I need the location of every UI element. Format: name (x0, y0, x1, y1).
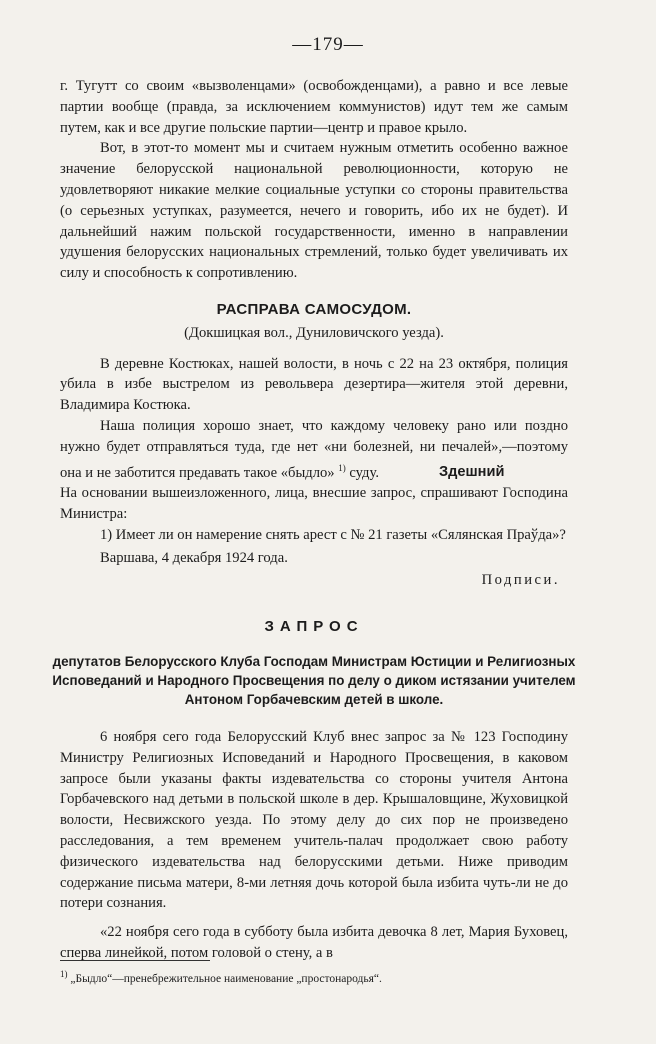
footnote-mark: 1) (60, 969, 68, 979)
question-item: 1) Имеет ли он намерение снять арест с № 21 газеты «Сялянская Праўда»? (100, 526, 566, 543)
paragraph: 6 ноября сего года Белорусский Клуб внес запрос за № 123 Господину Министру Религиозных Исповеданий и Народного Просвещения, в каковом запросе были указаны факты издевательства со стороны учителя Антона Горбачевского над детьми в польской школе в дер. Крышаловщине, Жуховицкой волости, Несвижского уезда. По этому делу до сих пор не произведено расследования, а тем временем учитель-палач продолжает свою работу физического издевательства над белорусскими детьми. Ниже приводим содержание письма матери, 8-ми летняя дочь которой была избита чуть-ли не до потери сознания. (60, 728, 568, 912)
request-heading: ЗАПРОС (264, 618, 364, 636)
paragraph-text: Наша полиция хорошо знает, что каждому человеку рано или поздно нужно будет отправляться туда, где нет «ни болезней, ни печалей»,—поэтому она и не заботится предавать такое «быдло» (60, 417, 568, 481)
paragraph: На основании вышеизложенного, лица, внесшие запрос, спрашивают Господина Министра: (60, 485, 568, 522)
section-subtitle: (Докшицкая вол., Дуниловичского уезда). (184, 324, 444, 341)
footnote-divider (60, 960, 210, 961)
paragraph: Вот, в этот-то момент мы и считаем нужным отметить особенно важное значение белорусской национальной революционности, которую не удовлетворяют никакие мелкие социальные уступки со стороны правительства (о серьезных уступках, разумеется, нечего и говорить, ибо их не будет). И дальнейший нажим польской государственности, именно в направлении удушения белорусских национальных стремлений, только будет увеличивать их силу и способность к сопротивлению. (60, 140, 568, 282)
section-title: РАСПРАВА САМОСУДОМ. (216, 300, 412, 318)
footnote (60, 966, 568, 987)
local-signature: Здешний (438, 464, 505, 481)
date-line: Варшава, 4 декабря 1924 года. (100, 549, 288, 566)
main-text (52, 76, 576, 964)
paragraph: В деревне Костюках, нашей волости, в ночь с 22 на 23 октября, полиция убила в избе выстрелом из револьвера дезертира—жителя этой деревни, Владимира Костюка. (60, 355, 568, 414)
paragraph-continued: г. Тугутт со своим «вызволенцами» (освобожденцами), а равно и все левые партии вообще (правда, за исключением коммунистов) идут тем же самым путем, как и все другие польские партии—центр и правое крыло. (60, 78, 568, 136)
footnote-ref: 1) (338, 462, 346, 473)
paragraph (60, 416, 568, 483)
request-title: депутатов Белорусского Клуба Господам Министрам Юстиции и Религиозных Исповеданий и Народного Просвещения по делу о диком истязании учителем Антоном Горбачевским детей в школе. (52, 653, 576, 707)
page-number: —179— (292, 34, 364, 55)
paragraph-tail: суду. (349, 464, 379, 481)
footnote-text: „Быдло“—пренебрежительное наименование „простонародья“. (70, 972, 382, 985)
paragraph: «22 ноября сего года в субботу была избита девочка 8 лет, Мария Буховец, сперва линейкой, потом головой о стену, а в (60, 924, 568, 961)
signatures: Подписи. (481, 572, 560, 589)
